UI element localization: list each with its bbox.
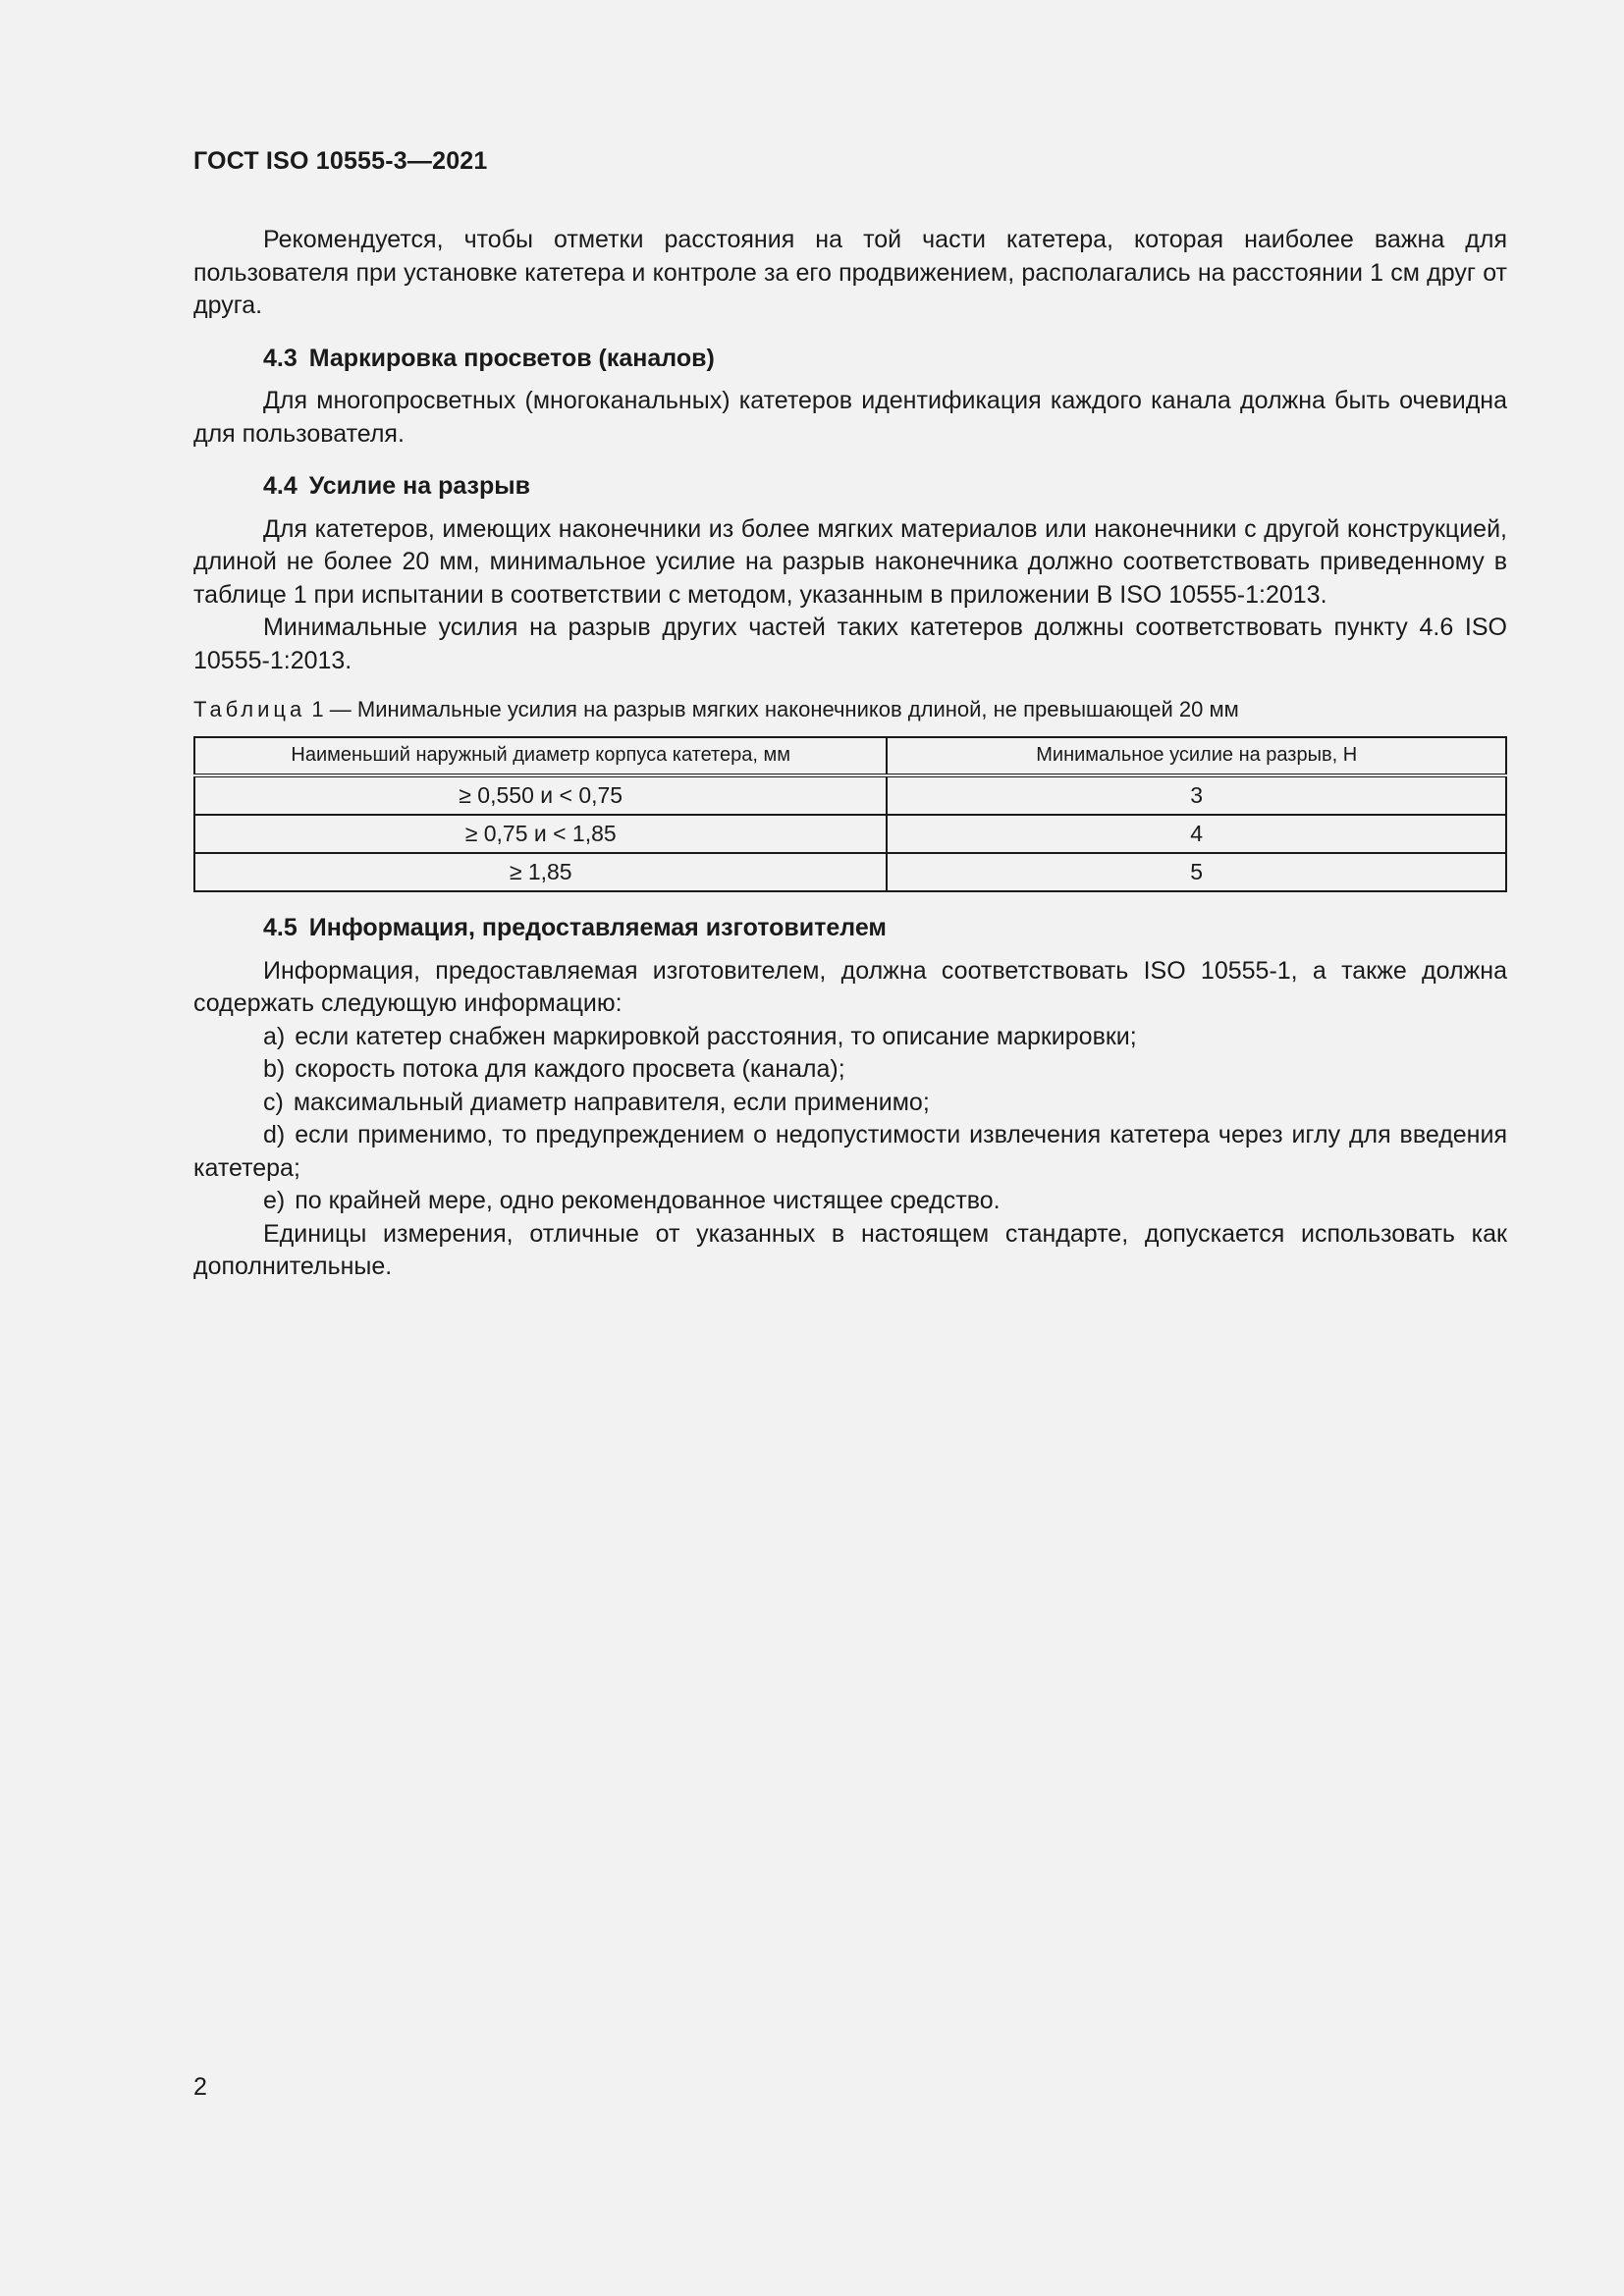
list-item-text: если применимо, то предупреждением о недопустимости извлечения катетера через иглу для введения катетера; [193, 1121, 1507, 1182]
section-number: 4.4 [263, 472, 298, 500]
table-caption-text: — Минимальные усилия на разрыв мягких наконечников длиной, не превышающей 20 мм [323, 697, 1239, 721]
list-item-mark: a) [263, 1022, 286, 1050]
list-item [193, 1119, 1507, 1185]
table-cell-force: 3 [887, 775, 1506, 815]
intro-paragraph: Рекомендуется, чтобы отметки расстояния на той части катетера, которая наиболее важна для пользователя при установке катетера и контроле за его продвижением, располагались на расстоянии 1 см друг от друга. [193, 226, 1507, 319]
section-4-4-text-2: Минимальные усилия на разрыв других частей таких катетеров должны соответствовать пункту 4.6 ISO 10555-1:2013. [193, 614, 1507, 674]
section-4-4-heading [263, 470, 1507, 504]
document-header: ГОСТ ISO 10555-3—2021 [193, 147, 488, 175]
section-4-5-text: Информация, предоставляемая изготовителем, должна соответствовать ISO 10555-1, а также должна содержать следующую информацию: [193, 956, 1507, 1017]
table-cell-diameter: ≥ 0,550 и < 0,75 [194, 775, 887, 815]
list-item [193, 1021, 1507, 1054]
table-caption-label: Таблица [193, 697, 306, 721]
section-4-5-heading [263, 912, 1507, 945]
list-item-text: максимальный диаметр направителя, если применимо; [293, 1088, 930, 1116]
table-header-cell: Минимальное усилие на разрыв, Н [887, 737, 1506, 775]
table-cell-force: 4 [887, 815, 1506, 853]
tensile-force-table [193, 736, 1507, 892]
section-title: Усилие на разрыв [308, 472, 530, 500]
list-item [193, 1185, 1507, 1218]
table-row [194, 815, 1506, 853]
list-item-mark: c) [263, 1088, 284, 1116]
page-number: 2 [193, 2073, 207, 2101]
table-header-cell: Наименьший наружный диаметр корпуса катетера, мм [194, 737, 887, 775]
section-4-5-closing: Единицы измерения, отличные от указанных в настоящем стандарте, допускается использовать как дополнительные. [193, 1219, 1507, 1280]
section-4-3-heading [263, 343, 1507, 376]
section-4-3-text: Для многопросветных (многоканальных) катетеров идентификация каждого канала должна быть очевидна для пользователя. [193, 387, 1507, 448]
page-content [193, 224, 1507, 1284]
table-caption-number: 1 [311, 697, 324, 721]
list-item [193, 1053, 1507, 1087]
list-item [193, 1087, 1507, 1120]
section-number: 4.5 [263, 914, 298, 941]
section-title: Маркировка просветов (каналов) [308, 344, 715, 372]
list-item-mark: b) [263, 1055, 286, 1083]
list-item-mark: d) [263, 1121, 286, 1148]
table-row [194, 775, 1506, 815]
list-item-text: скорость потока для каждого просвета (канала); [295, 1055, 845, 1083]
list-item-mark: e) [263, 1187, 286, 1214]
table-cell-diameter: ≥ 0,75 и < 1,85 [194, 815, 887, 853]
table-row [194, 853, 1506, 891]
table-cell-diameter: ≥ 1,85 [194, 853, 887, 891]
table-caption [193, 695, 1507, 724]
table-header-row [194, 737, 1506, 775]
list-item-text: если катетер снабжен маркировкой расстояния, то описание маркировки; [295, 1022, 1137, 1050]
table-cell-force: 5 [887, 853, 1506, 891]
list-item-text: по крайней мере, одно рекомендованное чистящее средство. [295, 1187, 1001, 1214]
section-title: Информация, предоставляемая изготовителем [308, 914, 887, 941]
section-4-4-text-1: Для катетеров, имеющих наконечники из более мягких материалов или наконечники с другой конструкцией, длиной не более 20 мм, минимальное усилие на разрыв наконечника должно соответствовать приведенному в таблице 1 при испытании в соответствии с методом, указанным в приложении B ISO 10555-1:2013. [193, 514, 1507, 609]
section-number: 4.3 [263, 344, 298, 372]
